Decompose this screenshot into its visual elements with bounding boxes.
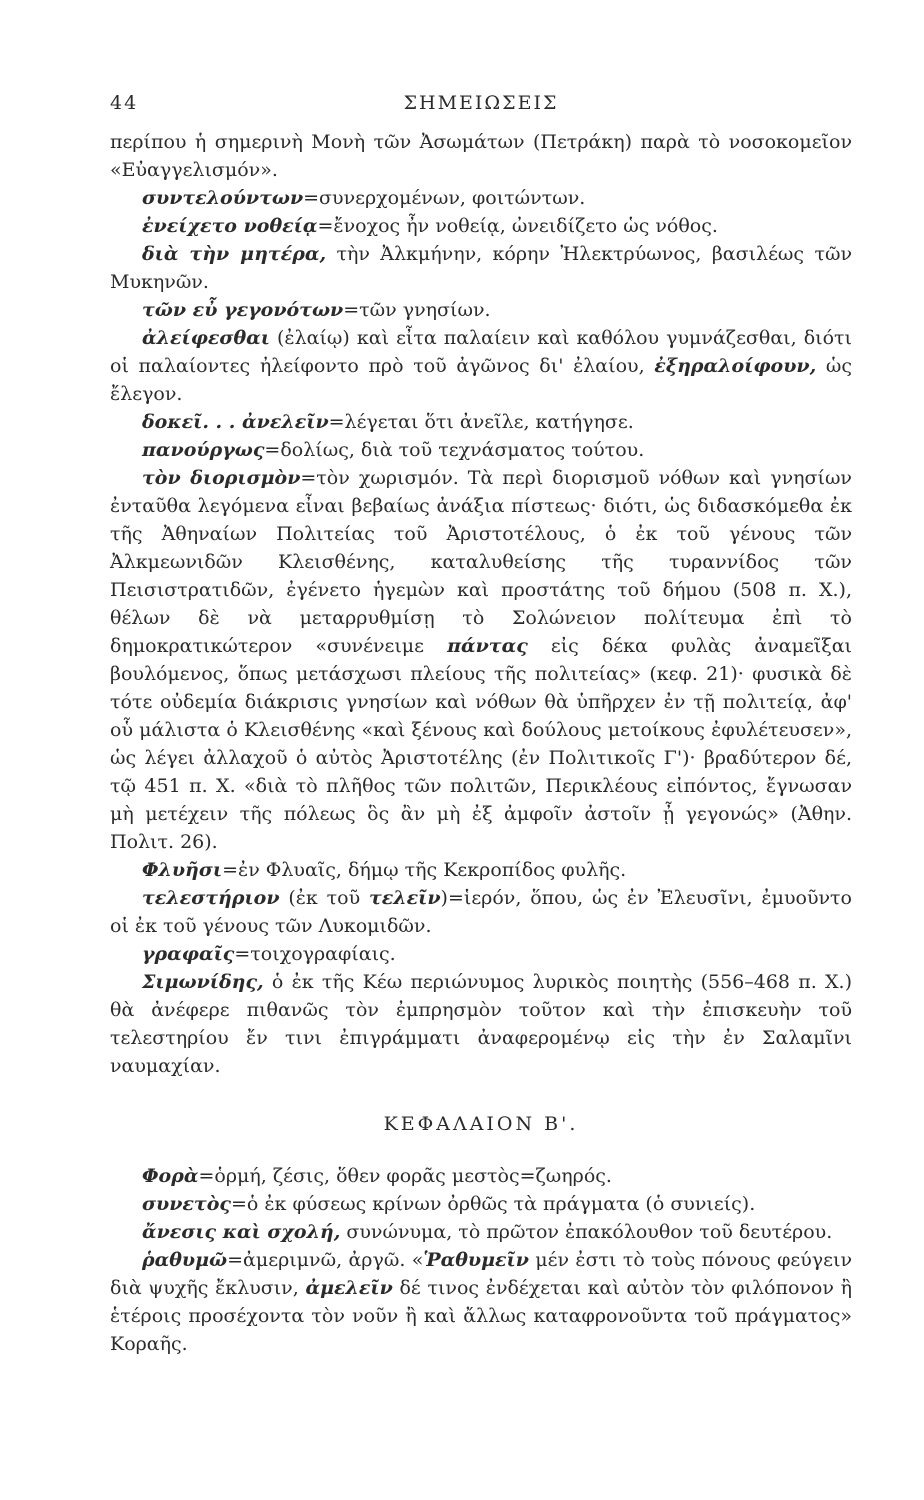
running-title: ΣΗΜΕΙΩΣΕΙΣ (403, 92, 559, 114)
note-entry (110, 296, 852, 324)
note-lemma: ἀλείφεσθαι (142, 327, 270, 349)
note-emphasis: Ῥαθυμεῖν (423, 1249, 529, 1271)
note-entry (110, 408, 852, 436)
note-entry (110, 464, 852, 856)
note-text: δέ τινος ἐνδέχεται καὶ αὐτὸν τὸν φιλόπονον ἢ ἑτέροις προσέχοντα τὸν νοῦν ἢ καὶ ἄλλως καταφρονοῦντα τοῦ πράγματος» Κοραῆς. (110, 1277, 852, 1355)
note-text: μέν ἐστι τὸ τοὺς πόνους φεύγειν διὰ ψυχῆς ἔκλυσιν, (110, 1249, 852, 1299)
note-text: =δολίως, διὰ τοῦ τεχνάσματος τούτου. (264, 439, 645, 461)
note-lemma: ἐνείχετο νοθείᾳ (142, 215, 318, 237)
note-lemma: συντελούντων (142, 187, 304, 209)
note-lemma: δοκεῖ. . . ἀνελεῖν (142, 411, 329, 433)
note-entry (110, 212, 852, 240)
note-entry (110, 940, 852, 968)
note-lemma: Φλυῆσι (142, 859, 223, 881)
note-emphasis: ἀμελεῖν (305, 1277, 393, 1299)
text-body (110, 128, 852, 1358)
note-text: )=ἱερόν, ὅπου, ὡς ἐν Ἐλευσῖνι, ἐμυοῦντο οἱ ἐκ τοῦ γένους τῶν Λυκομιδῶν. (110, 887, 852, 937)
note-entry (110, 324, 852, 408)
note-lemma: διὰ τὴν μητέρα, (142, 243, 327, 265)
note-text: εἰς δέκα φυλὰς ἀναμεῖξαι βουλόμενος, ὅπως μετάσχωσι πλείους τῆς πολιτείας» (κεφ. 21)· φυσικὰ δὲ τότε οὐδεμία διάκρισις γνησίων καὶ νόθων θὰ ὑπῆρχεν ἐν τῇ πολιτείᾳ, ἀφ' οὗ μάλιστα ὁ Κλεισθένης «καὶ ξένους καὶ δούλους μετοίκους ἐφυλέτευσεν», ὡς λέγει ἀλλαχοῦ ὁ αὐτὸς Ἀριστοτέλης (ἐν Πολιτικοῖς Γ')· βραδύτερον δέ, τῷ 451 π. Χ. «διὰ τὸ πλῆθος τῶν πολιτῶν, Περικλέους εἰπόντος, ἔγνωσαν μὴ μετέχειν τῆς πόλεως ὃς ἂν μὴ ἐξ ἀμφοῖν ἀστοῖν ᾖ γεγονώς» (Ἀθην. Πολιτ. 26). (110, 635, 852, 853)
note-text: =συνερχομένων, φοιτώντων. (303, 187, 586, 209)
note-text: =ἐν Φλυαῖς, δήμῳ τῆς Κεκροπίδος φυλῆς. (222, 859, 627, 881)
chapter-heading: ΚΕΦΑΛΑΙΟΝ Β'. (383, 1113, 579, 1135)
note-text: (ἐκ τοῦ (279, 887, 369, 909)
paragraph-continuation: περίπου ἡ σημερινὴ Μονὴ τῶν Ἀσωμάτων (Πετράκη) παρὰ τὸ νοσοκομεῖον «Εὐαγγελισμόν». (110, 131, 852, 181)
note-text: =τὸν χωρισμόν. Τὰ περὶ διορισμοῦ νόθων καὶ γνησίων ἐνταῦθα λεγόμενα εἶναι βεβαίως ἀνάξια πίστεως· διότι, ὡς διδασκόμεθα ἐκ τῆς Ἀθηναίων Πολιτείας τοῦ Ἀριστοτέλους, ὁ ἐκ τοῦ γένους τῶν Ἀλκμεωνιδῶν Κλεισθένης, καταλυθείσης τῆς τυραννίδος τῶν Πεισιστρατιδῶν, ἐγένετο ἡγεμὼν καὶ προστάτης τοῦ δήμου (508 π. Χ.), θέλων δὲ νὰ μεταρρυθμίσῃ τὸ Σολώνειον πολίτευμα ἐπὶ τὸ δημοκρατικώτερον «συνένειμε (110, 467, 852, 657)
note-entry (110, 856, 852, 884)
note-entry (110, 1190, 852, 1218)
note-text: συνώνυμα, τὸ πρῶτον ἐπακόλουθον τοῦ δευτέρου. (340, 1221, 833, 1243)
note-lemma: πανούργως (142, 439, 265, 461)
note-lemma: τελεστήριον (142, 887, 280, 909)
note-text: =τῶν γνησίων. (343, 299, 491, 321)
note-lemma: Φορὰ (142, 1165, 199, 1187)
note-lemma: τῶν εὖ γεγονότων (142, 299, 344, 321)
note-text: (ἐλαίῳ) καὶ εἶτα παλαίειν καὶ καθόλου γυμνάζεσθαι, διότι οἱ παλαίοντες ἠλείφοντο πρὸ τοῦ ἀγῶνος δι' ἐλαίου, (110, 327, 852, 377)
note-text: τὴν Ἀλκμήνην, κόρην Ἠλεκτρύωνος, βασιλέως τῶν Μυκηνῶν. (110, 243, 852, 293)
note-text: =ἀμεριμνῶ, ἀργῶ. « (227, 1249, 424, 1271)
note-entry (110, 240, 852, 296)
note-text: ὁ ἐκ τῆς Κέω περιώνυμος λυρικὸς ποιητὴς (556–468 π. Χ.) θὰ ἀνέφερε πιθανῶς τὸν ἐμπρησμὸν τοῦτον καὶ τὴν ἐπισκευὴν τοῦ τελεστηρίου ἔν τινι ἐπιγράμματι ἀναφερομένῳ εἰς τὴν ἐν Σαλαμῖνι ναυμαχίαν. (110, 971, 852, 1077)
note-entry (110, 884, 852, 940)
note-emphasis: τελεῖν (368, 887, 441, 909)
note-lemma: ῥαθυμῶ (142, 1249, 228, 1271)
note-entry (110, 184, 852, 212)
note-entry (110, 1246, 852, 1358)
note-lemma: συνετὸς (142, 1193, 231, 1215)
note-text: =ὁ ἐκ φύσεως κρίνων ὀρθῶς τὰ πράγματα (ὁ συνιείς). (230, 1193, 756, 1215)
note-text: =ὁρμή, ζέσις, ὅθεν φορᾶς μεστὸς=ζωηρός. (198, 1165, 612, 1187)
note-lemma: ἄνεσις καὶ σχολή, (142, 1221, 341, 1243)
note-entry (110, 1218, 852, 1246)
note-text: ὡς ἔλεγον. (110, 355, 852, 405)
note-text: =λέγεται ὅτι ἀνεῖλε, κατήγησε. (328, 411, 634, 433)
note-entry (110, 1162, 852, 1190)
note-entry (110, 436, 852, 464)
note-lemma: γραφαῖς (142, 943, 235, 965)
note-lemma: Σιμωνίδης, (142, 971, 264, 993)
note-entry (110, 968, 852, 1080)
page-number: 44 (110, 92, 139, 114)
note-emphasis: πάντας (447, 635, 528, 657)
running-head (110, 92, 852, 128)
note-lemma: τὸν διορισμὸν (142, 467, 301, 489)
note-text: =ἔνοχος ἦν νοθείᾳ, ὠνειδίζετο ὡς νόθος. (317, 215, 718, 237)
note-text: =τοιχογραφίαις. (234, 943, 396, 965)
note-emphasis: ἐξηραλοίφουν, (654, 355, 817, 377)
